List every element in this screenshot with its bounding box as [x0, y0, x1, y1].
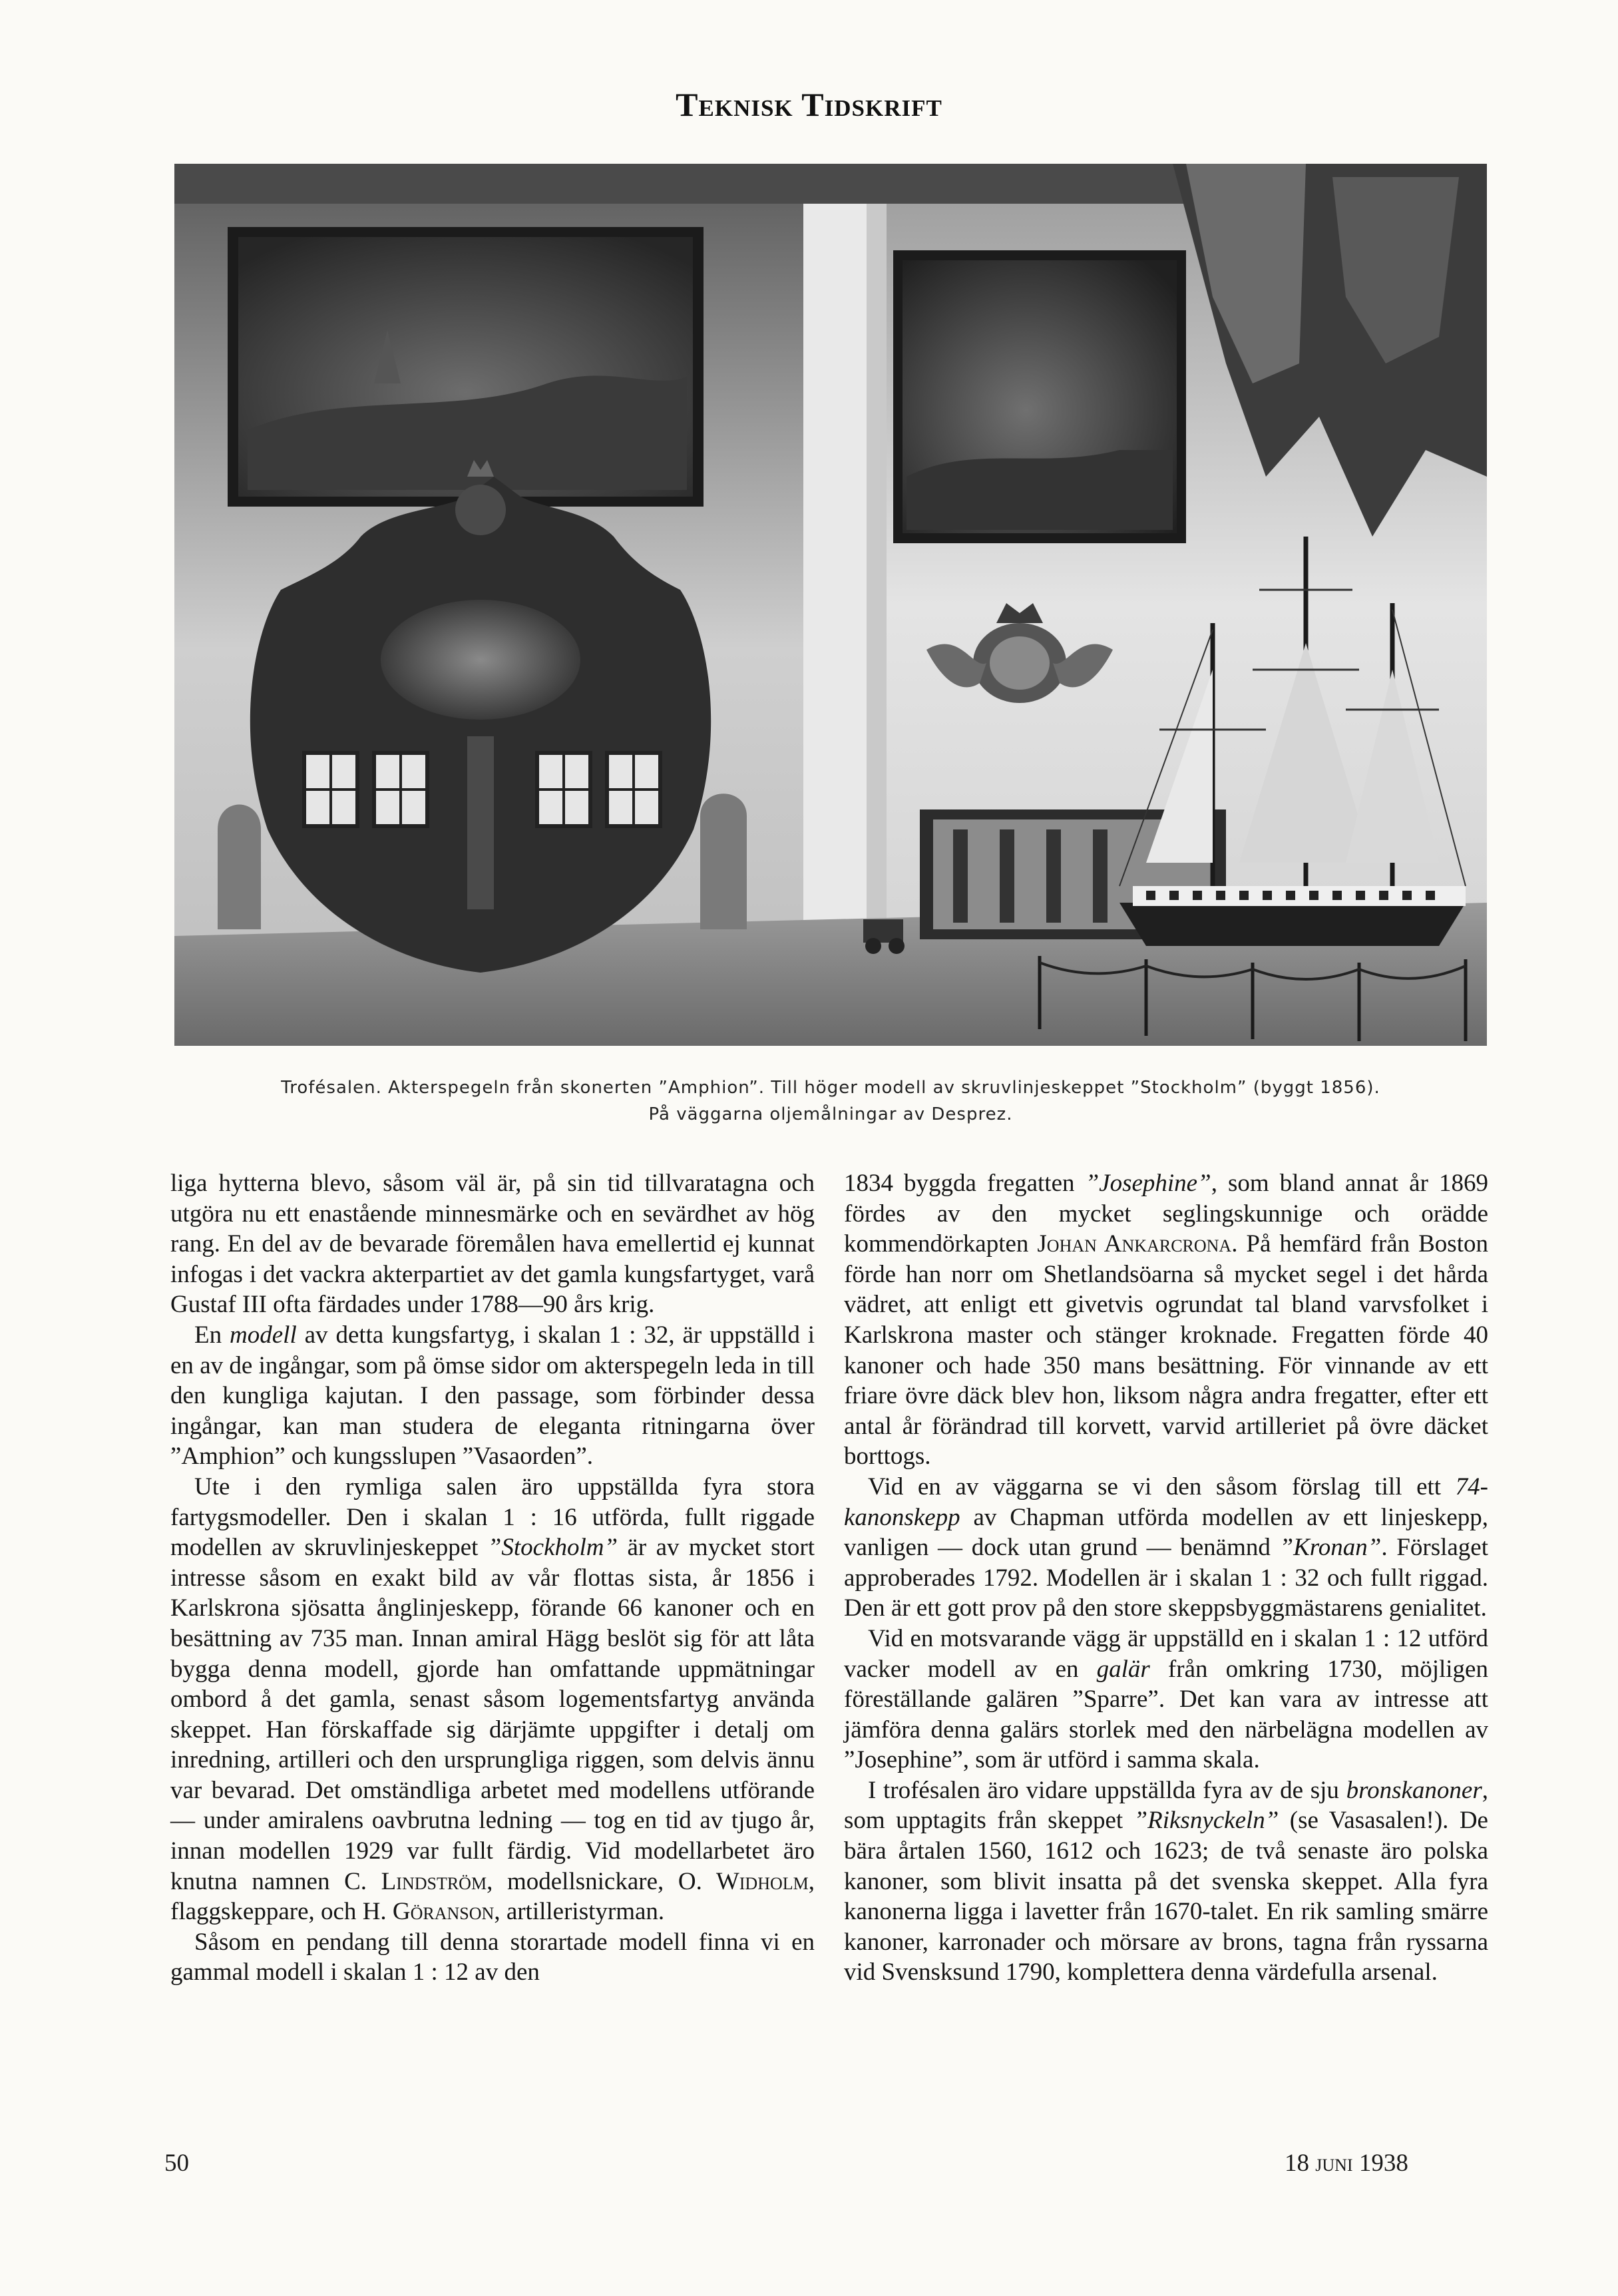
right-paragraph-3: Vid en motsvarande vägg är uppställd en i skalan 1 : 12 utförd vacker modell av en galär från omkring 1730, möjligen föreställande galären ”Sparre”. Det kan vara av intresse att jämföra denna galärs storlek med den närbelägna modellen av ”Josephine”, som är utförd i samma skala.	[844, 1624, 1488, 1774]
page-number: 50	[164, 2150, 189, 2177]
left-paragraph-2: En modell av detta kungsfartyg, i skalan 1 : 32, är uppställd i en av de ingångar, som på ömse sidor om akterspegeln leda in till den kungliga kajutan. I den passage, som förbinder dessa ingångar, kan man studera de eleganta ritningarna över ”Amphion” och kungsslupen ”Vasaorden”.	[170, 1321, 815, 1471]
left-paragraph-1: liga hytterna blevo, såsom väl är, på sin tid tillvaratagna och utgöra nu ett enastående minnesmärke och en sevärdhet av hög rang. En del av de bevarade föremålen hava emellertid ej kunnat infogas i det vackra akterpartiet av det gamla kungsfartyget, varå Gustaf III ofta färdades under 1788—90 års krig.	[170, 1170, 815, 1319]
right-paragraph-1: 1834 byggda fregatten ”Josephine”, som bland annat år 1869 fördes av den mycket seglingskunnige och orädde kommendörkapten Johan Ankarcrona. På hemfärd från Boston förde han norr om Shetlandsöarna så mycket segel i det hårda vädret, att enligt ett givetvis ogrundat tal bland varvsfolket i Karlskrona master och stänger kroknade. Fregatten förde 40 kanoner och hade 350 mans besättning. För vinnande av ett friare övre däck blev hon, liksom några andra fregatter, efter ett antal år förändrad till korvett, varvid artilleriet på övre däcket borttogs.	[844, 1170, 1488, 1471]
right-paragraph-4: I trofésalen äro vidare uppställda fyra av de sju bronskanoner, som upptagits från skeppet ”Riksnyckeln” (se Vasasalen!). De bära årtalen 1560, 1612 och 1623; de två senaste äro polska kanoner, som blivit insatta på det svenska skeppet. Alla fyra kanonerna ligga i lavetter från 1670-talet. En rik samling smärre kanoner, karronader och mörsare av brons, tagna från ryssarna vid Svensksund 1790, komplettera denna värdefulla arsenal.	[844, 1776, 1488, 1986]
right-paragraph-2: Vid en av väggarna se vi den såsom förslag till ett 74-kanonskepp av Chapman utförda modellen av ett linjeskepp, vanligen — dock utan grund — benämnd ”Kronan”. Förslaget approberades 1792. Modellen är i skalan 1 : 32 och fullt riggad. Den är ett gott prov på den store skeppsbyggmästarens genialitet.	[844, 1473, 1488, 1622]
photograph-illustration	[174, 164, 1487, 1046]
trophy-hall-photograph	[174, 164, 1487, 1046]
left-paragraph-4: Såsom en pendang till denna storartade modell finna vi en gammal modell i skalan 1 : 12 av den	[170, 1928, 815, 1986]
masthead-title: Teknisk Tidskrift	[676, 86, 942, 123]
photo-caption	[174, 1074, 1487, 1128]
right-text-column	[844, 1168, 1488, 1988]
photo-caption-line-1: Trofésalen. Akterspegeln från skonerten ”Amphion”. Till höger modell av skruvlinjeskeppet ”Stockholm” (byggt 1856).	[281, 1078, 1380, 1098]
issue-date: 18 juni 1938	[1285, 2150, 1408, 2177]
left-text-column	[170, 1168, 815, 1988]
photo-caption-line-2: På väggarna oljemålningar av Desprez.	[648, 1104, 1013, 1124]
left-paragraph-3: Ute i den rymliga salen äro uppställda fyra stora fartygsmodeller. Den i skalan 1 : 16 utförda, fullt riggade modellen av skruvlinjeskeppet ”Stockholm” är av mycket stort intresse såsom en exakt bild av vår flottas sista, år 1856 i Karlskrona sjösatta ånglinjeskepp, förande 66 kanoner och en besättning av 735 man. Innan amiral Hägg beslöt sig för att låta bygga denna modell, gjorde han omfattande uppmätningar ombord å det gamla, senast såsom logementsfartyg använda skeppet. Han förskaffade sig därjämte uppgifter i detalj om inredning, artilleri och den ursprungliga riggen, som delvis ännu var bevarad. Det omständliga arbetet med modellens utförande — under amiralens oavbrutna ledning — tog en tid av tjugo år, innan modellen 1929 var fullt färdig. Vid modellarbetet äro knutna namnen C. Lindström, modellsnickare, O. Widholm, flaggskeppare, och H. Göranson, artilleristyrman.	[170, 1473, 815, 1926]
